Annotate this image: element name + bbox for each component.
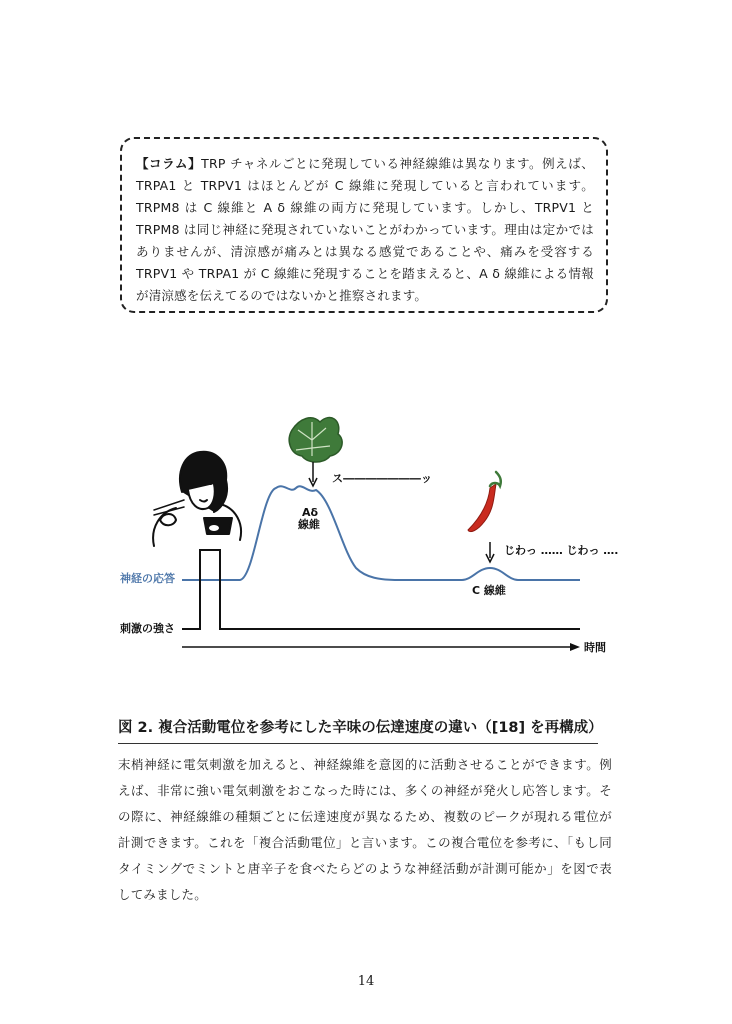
page-number: 14 — [357, 974, 375, 989]
chili-pepper-icon — [468, 472, 501, 532]
body-paragraph: 末梢神経に電気刺激を加えると、神経線維を意図的に活動させることができます。例えば、非常に強い電気刺激をおこなった時には、多くの神経が発火し応答します。その際に、神経線維の種類ごとに伝達速度が異なるため、複数のピークが現れる電位が計測できます。これを「複合活動電位」と言います。この複合電位を参考に、「もし同タイミングでミントと唐辛子を食べたらどのような神経活動が計測可能か」を図で表してみました。 — [118, 757, 612, 902]
stimulus-pulse — [182, 550, 580, 629]
time-axis-arrow — [570, 643, 580, 651]
woman-eating-icon — [153, 452, 241, 546]
time-axis-label: 時間 — [584, 641, 606, 654]
column-body: TRP チャネルごとに発現している神経線維は異なります。例えば、TRPA1 と TRPV1 はほとんどが C 線維に発現していると言われています。TRPM8 は C 線維と A δ 線維の両方に発現しています。しかし、TRPV1 と TRPM8 は同じ神経に発現されていないことがわかっています。理由は定かではありませんが、清涼感が痛みとは異なる感覚であることや、痛みを受容する TRPV1 や TRPA1 が C 線維に発現することを踏まえると、A δ 線維による情報が清涼感を伝えてるのではないかと推察されます。 — [136, 156, 594, 303]
figure-caption: 図 2. 複合活動電位を参考にした辛味の伝達速度の違い（[18] を再構成） — [118, 716, 598, 744]
chili-sound-label: じわっ …… じわっ …. — [504, 544, 619, 557]
mint-leaf-icon — [289, 418, 342, 462]
column-box — [120, 137, 608, 313]
stimulus-axis-label: 刺激の強さ — [120, 622, 175, 635]
column-label: 【コラム】 — [136, 156, 202, 171]
a-delta-label-2: 線維 — [298, 518, 320, 531]
column-text — [136, 153, 594, 307]
response-axis-label: 神経の応答 — [120, 572, 175, 585]
action-potential-figure — [0, 400, 732, 670]
mint-sound-label: ス―――――――ッ — [332, 472, 432, 485]
c-fiber-label: C 線維 — [472, 584, 506, 597]
a-delta-label-1: Aδ — [302, 506, 319, 519]
